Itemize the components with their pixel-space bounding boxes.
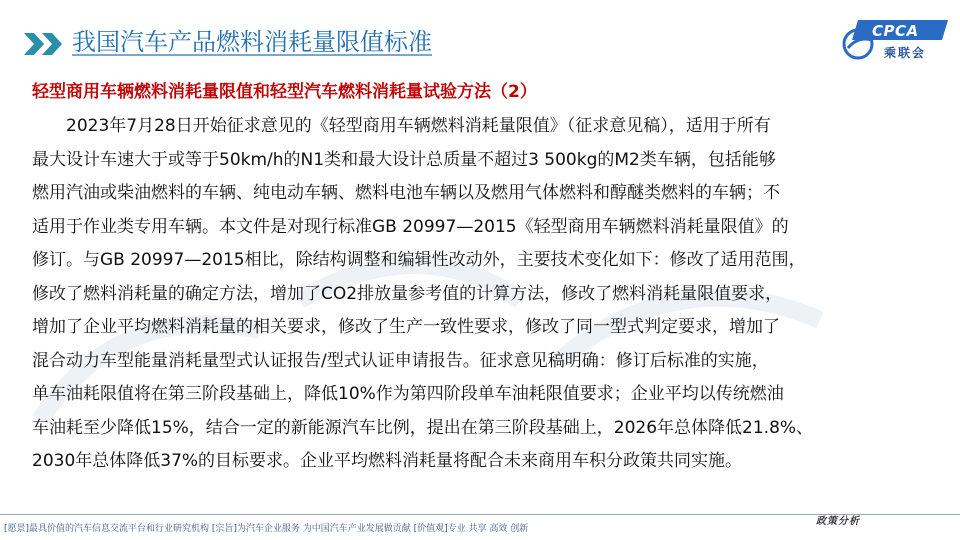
body-line: 适用于作业类专用车辆。本文件是对现行标准GB 20997—2015《轻型商用车辆燃料消耗量限值》的 [32, 216, 789, 237]
chevron-double-right-icon [22, 33, 66, 55]
body-line: 2030年总体降低37%的目标要求。企业平均燃料消耗量将配合未来商用车积分政策共同实施。 [32, 451, 743, 471]
page-title: 我国汽车产品燃料消耗量限值标准 [72, 28, 432, 56]
body-line: 修订。与GB 20997—2015相比，除结构调整和编辑性改动外，主要技术变化如下：修改了适用范围， [32, 250, 806, 270]
footer-section-label: 政策分析 [816, 516, 860, 527]
body-paragraph [32, 110, 930, 479]
body-line: 最大设计车速大于或等于50km/h的N1类和最大设计总质量不超过3 500kg的M2类车辆，包括能够 [32, 149, 776, 170]
body-line: 车油耗至少降低15%，结合一定的新能源汽车比例，提出在第三阶段基础上，2026年总体降低21.8%、 [32, 417, 814, 438]
body-line: 单车油耗限值将在第三阶段基础上，降低10%作为第四阶段单车油耗限值要求；企业平均以传统燃油 [32, 384, 784, 404]
body-line: 增加了企业平均燃料消耗量的相关要求，修改了生产一致性要求，修改了同一型式判定要求，增加了 [32, 317, 780, 337]
footer-text: [愿景]最具价值的汽车信息交流平台和行业研究机构 [宗旨]为汽车企业服务 为中国汽车产业发展做贡献 [价值观]专业 共享 高效 创新 [4, 524, 529, 534]
body-line: 燃用汽油或柴油燃料的车辆、纯电动车辆、燃料电池车辆以及燃用气体燃料和醇醚类燃料的车辆；不 [32, 183, 780, 203]
section-title: 轻型商用车辆燃料消耗量限值和轻型汽车燃料消耗量试验方法（2） [32, 82, 537, 102]
logo-text: CPCA [872, 22, 919, 40]
body-line: 混合动力车型能量消耗量型式认证报告/型式认证申请报告。征求意见稿明确：修订后标准的实施， [32, 350, 769, 371]
logo-subtext: 乘联会 [884, 46, 927, 60]
body-line: 修改了燃料消耗量的确定方法，增加了CO2排放量参考值的计算方法，修改了燃料消耗量限值要求， [32, 283, 783, 304]
body-line: 2023年7月28日开始征求意见的《轻型商用车辆燃料消耗量限值》（征求意见稿），适用于所有 [32, 116, 771, 136]
